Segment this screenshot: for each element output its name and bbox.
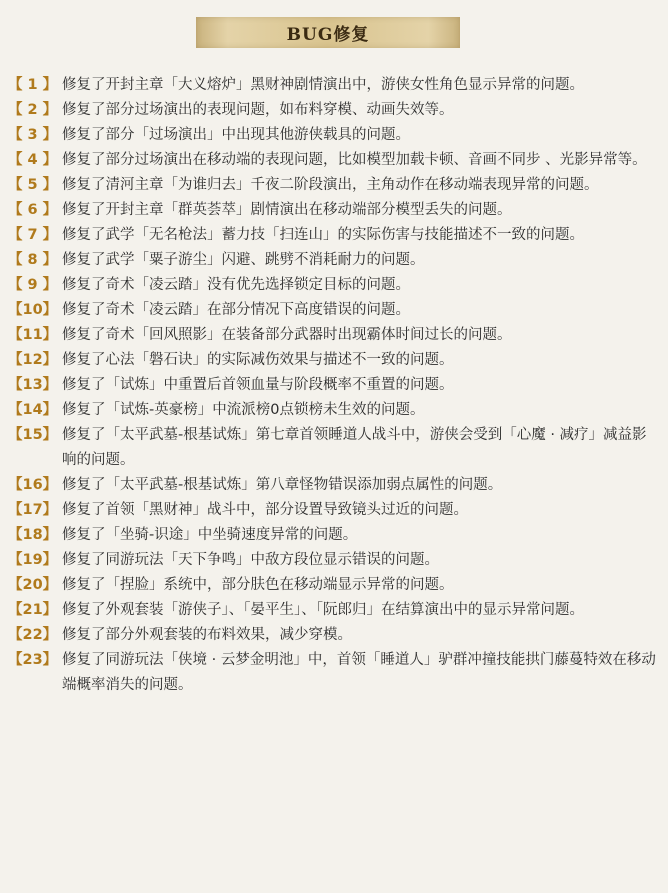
list-item xyxy=(8,148,660,173)
item-text: 修复了「捏脸」系统中，部分肤色在移动端显示异常的问题。 xyxy=(62,577,454,593)
item-text: 修复了部分「过场演出」中出现其他游侠载具的问题。 xyxy=(62,127,410,143)
item-number: 【20】 xyxy=(8,577,58,593)
item-number: 【 9 】 xyxy=(8,277,58,293)
item-text: 修复了「坐骑-识途」中坐骑速度异常的问题。 xyxy=(62,527,358,543)
list-item xyxy=(8,423,660,473)
list-item xyxy=(8,198,660,223)
item-text: 修复了奇术「凌云踏」在部分情况下高度错误的问题。 xyxy=(62,302,410,318)
list-item xyxy=(8,298,660,323)
list-item xyxy=(8,498,660,523)
item-number: 【11】 xyxy=(8,327,58,343)
bug-fix-list xyxy=(8,73,660,698)
item-text: 修复了奇术「凌云踏」没有优先选择锁定目标的问题。 xyxy=(62,277,410,293)
item-text: 修复了「试炼」中重置后首领血量与阶段概率不重置的问题。 xyxy=(62,377,454,393)
list-item xyxy=(8,598,660,623)
list-item xyxy=(8,323,660,348)
item-text: 修复了开封主章「大义熔炉」黑财神剧情演出中，游侠女性角色显示异常的问题。 xyxy=(62,77,584,93)
item-number: 【 3 】 xyxy=(8,127,58,143)
list-item xyxy=(8,623,660,648)
item-text: 修复了奇术「回风照影」在装备部分武器时出现霸体时间过长的问题。 xyxy=(62,327,512,343)
list-item xyxy=(8,348,660,373)
item-text: 修复了部分过场演出的表现问题，如布料穿模、动画失效等。 xyxy=(62,102,454,118)
item-number: 【 1 】 xyxy=(8,77,58,93)
item-text: 修复了心法「磐石诀」的实际减伤效果与描述不一致的问题。 xyxy=(62,352,454,368)
item-text: 修复了首领「黑财神」战斗中，部分设置导致镜头过近的问题。 xyxy=(62,502,468,518)
item-text: 修复了部分外观套装的布料效果，减少穿模。 xyxy=(62,627,352,643)
item-text: 修复了武学「无名枪法」蓄力技「扫连山」的实际伤害与技能描述不一致的问题。 xyxy=(62,227,584,243)
item-number: 【 8 】 xyxy=(8,252,58,268)
item-number: 【 6 】 xyxy=(8,202,58,218)
list-item xyxy=(8,523,660,548)
list-item xyxy=(8,248,660,273)
item-text: 修复了「太平武墓-根基试炼」第八章怪物错误添加弱点属性的问题。 xyxy=(62,477,503,493)
item-number: 【23】 xyxy=(8,652,58,668)
item-number: 【13】 xyxy=(8,377,58,393)
item-number: 【19】 xyxy=(8,552,58,568)
item-number: 【21】 xyxy=(8,602,58,618)
item-text: 修复了外观套装「游侠子」、「晏平生」、「阮郎归」在结算演出中的显示异常问题。 xyxy=(62,602,584,618)
item-number: 【17】 xyxy=(8,502,58,518)
item-number: 【 5 】 xyxy=(8,177,58,193)
item-text: 修复了武学「粟子游尘」闪避、跳劈不消耗耐力的问题。 xyxy=(62,252,425,268)
list-item xyxy=(8,273,660,298)
list-item xyxy=(8,373,660,398)
item-text: 修复了「试炼-英豪榜」中流派榜0点锁榜未生效的问题。 xyxy=(62,402,425,418)
item-number: 【 7 】 xyxy=(8,227,58,243)
item-text: 修复了同游玩法「侠境 · 云梦金明池」中，首领「睡道人」驴群冲撞技能拱门藤蔓特效在移动端概率消失的问题。 xyxy=(62,652,656,693)
item-number: 【14】 xyxy=(8,402,58,418)
list-item xyxy=(8,548,660,573)
item-number: 【18】 xyxy=(8,527,58,543)
item-text: 修复了「太平武墓-根基试炼」第七章首领睡道人战斗中，游侠会受到「心魔 · 减疗」减益影响的问题。 xyxy=(62,427,647,468)
item-text: 修复了同游玩法「天下争鸣」中敌方段位显示错误的问题。 xyxy=(62,552,439,568)
item-number: 【22】 xyxy=(8,627,58,643)
item-number: 【 2 】 xyxy=(8,102,58,118)
list-item xyxy=(8,473,660,498)
item-text: 修复了部分过场演出在移动端的表现问题，比如模型加载卡顿、音画不同步 、光影异常等。 xyxy=(62,152,647,168)
item-number: 【16】 xyxy=(8,477,58,493)
list-item xyxy=(8,398,660,423)
item-text: 修复了开封主章「群英荟萃」剧情演出在移动端部分模型丢失的问题。 xyxy=(62,202,512,218)
list-item xyxy=(8,73,660,98)
list-item xyxy=(8,223,660,248)
item-number: 【10】 xyxy=(8,302,58,318)
item-number: 【12】 xyxy=(8,352,58,368)
list-item xyxy=(8,98,660,123)
list-item xyxy=(8,123,660,148)
page-title: BUG修复 xyxy=(286,25,370,45)
item-number: 【15】 xyxy=(8,427,58,443)
title-banner xyxy=(196,17,460,48)
item-number: 【 4 】 xyxy=(8,152,58,168)
list-item xyxy=(8,648,660,698)
list-item xyxy=(8,173,660,198)
item-text: 修复了清河主章「为谁归去」千夜二阶段演出，主角动作在移动端表现异常的问题。 xyxy=(62,177,599,193)
list-item xyxy=(8,573,660,598)
